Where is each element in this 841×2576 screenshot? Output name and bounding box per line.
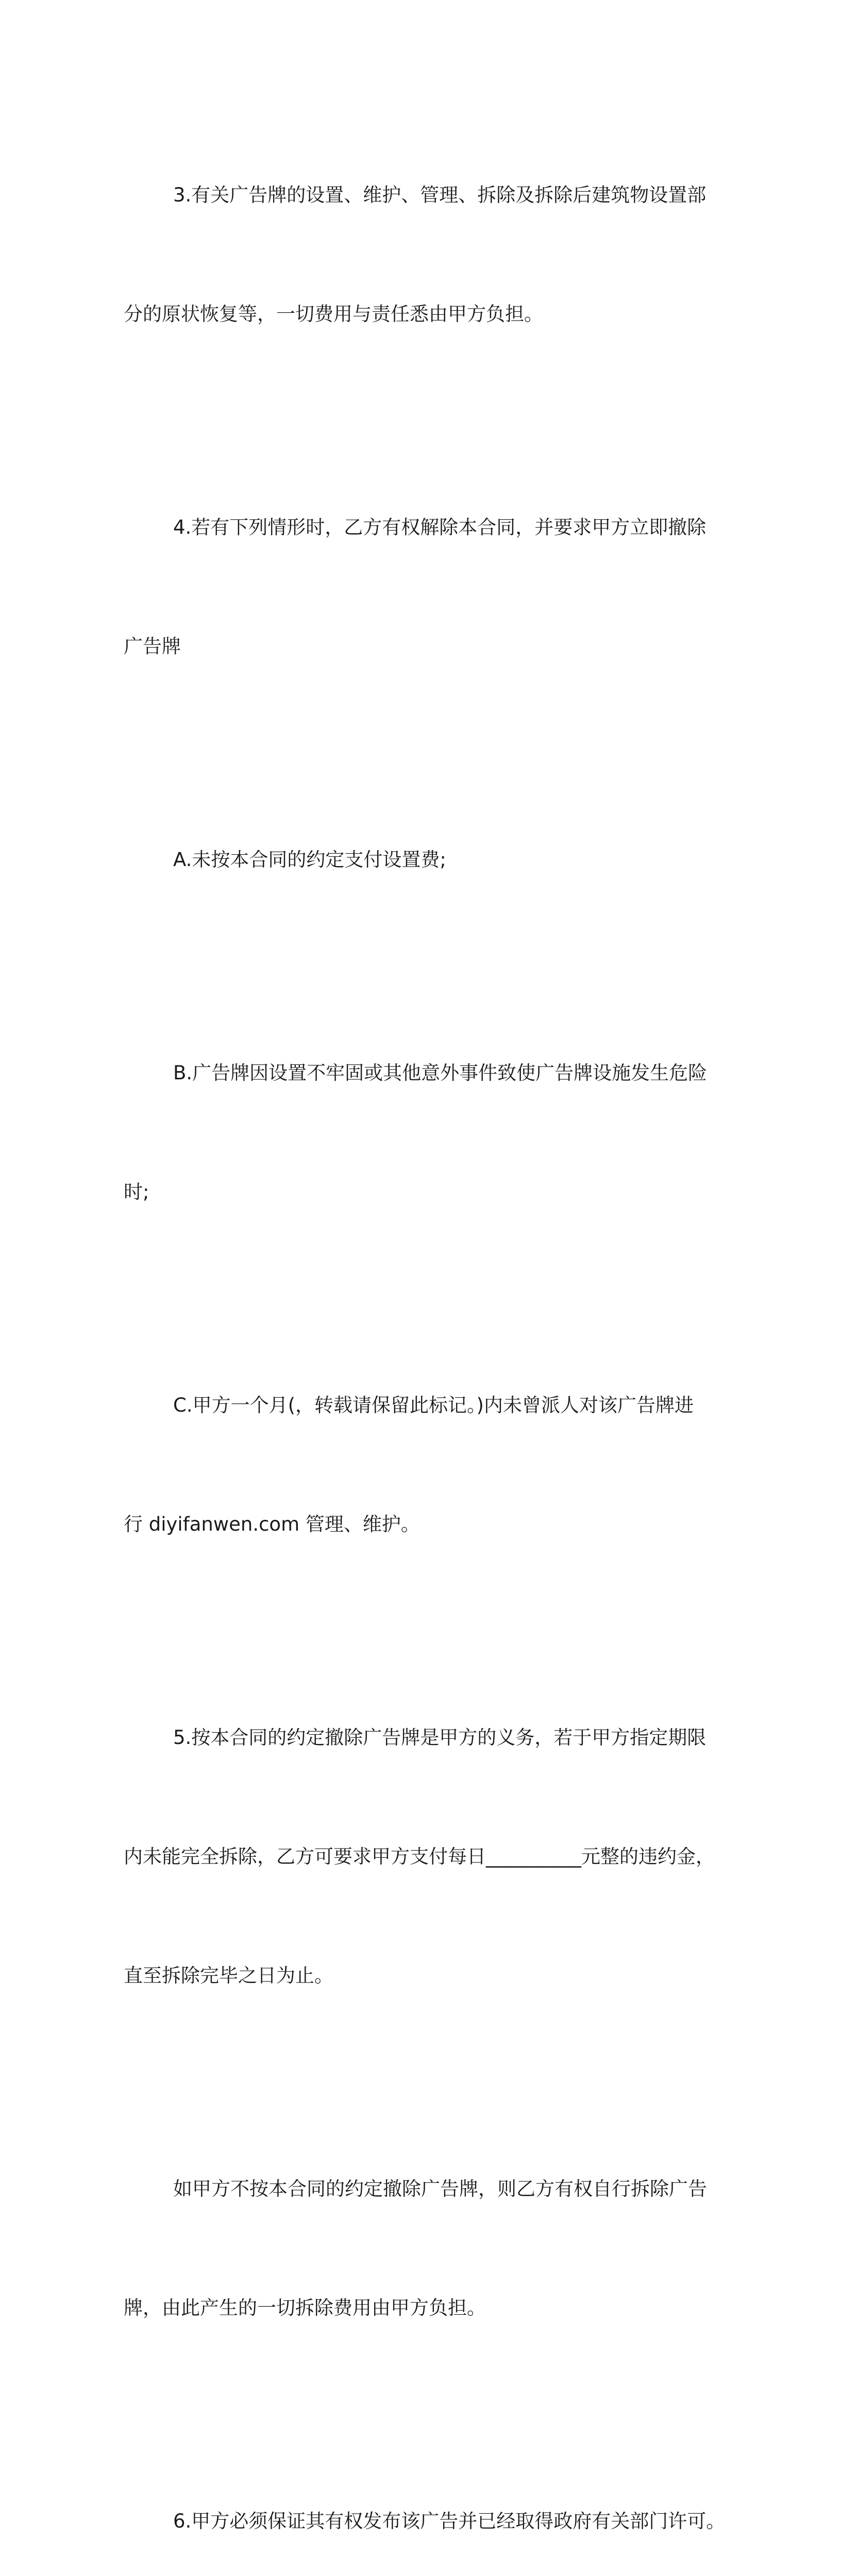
clause-4-line-1: 4.若有下列情形时，乙方有权解除本合同，并要求甲方立即撤除 xyxy=(173,516,707,538)
clause-5-line-3: 直至拆除完毕之日为止。 xyxy=(124,1964,333,1987)
clause-4-line-2: 广告牌 xyxy=(124,635,181,657)
clause-5-supplement xyxy=(124,2090,716,2407)
clause-4a xyxy=(124,760,716,959)
clause-5 xyxy=(124,1638,716,2075)
clause-4b-line-1: B.广告牌因设置不牢固或其他意外事件致使广告牌设施发生危险 xyxy=(173,1062,708,1084)
clause-4a-line-1: A.未按本合同的约定支付设置费; xyxy=(173,849,446,871)
clause-4 xyxy=(124,428,716,745)
clause-6-line-1: 6.甲方必须保证其有权发布该广告并已经取得政府有关部门许可。 xyxy=(173,2510,726,2532)
clause-4b-line-2: 时; xyxy=(124,1181,149,1203)
clause-5-supplement-line-2: 牌，由此产生的一切拆除费用由甲方负担。 xyxy=(124,2297,486,2319)
clause-4b xyxy=(124,974,716,1291)
clause-5-supplement-line-1: 如甲方不按本合同的约定撤除广告牌，则乙方有权自行拆除广告 xyxy=(173,2178,707,2200)
clause-4c-line-1: C.甲方一个月(，转载请保留此标记。)内未曾派人对该广告牌进 xyxy=(173,1394,694,1416)
document-body xyxy=(124,96,726,2576)
clause-6 xyxy=(124,2422,726,2576)
clause-3 xyxy=(124,96,716,413)
clause-4c xyxy=(124,1306,716,1623)
clause-5-line-2: 内未能完全拆除，乙方可要求甲方支付每日__________元整的违约金， xyxy=(124,1845,715,1868)
clause-3-line-2: 分的原状恢复等，一切费用与责任悉由甲方负担。 xyxy=(124,303,543,325)
clause-3-line-1: 3.有关广告牌的设置、维护、管理、拆除及拆除后建筑物设置部 xyxy=(173,184,707,206)
clause-4c-line-2: 行 diyifanwen.com 管理、维护。 xyxy=(124,1513,420,1535)
clause-5-line-1: 5.按本合同的约定撤除广告牌是甲方的义务，若于甲方指定期限 xyxy=(173,1726,707,1749)
